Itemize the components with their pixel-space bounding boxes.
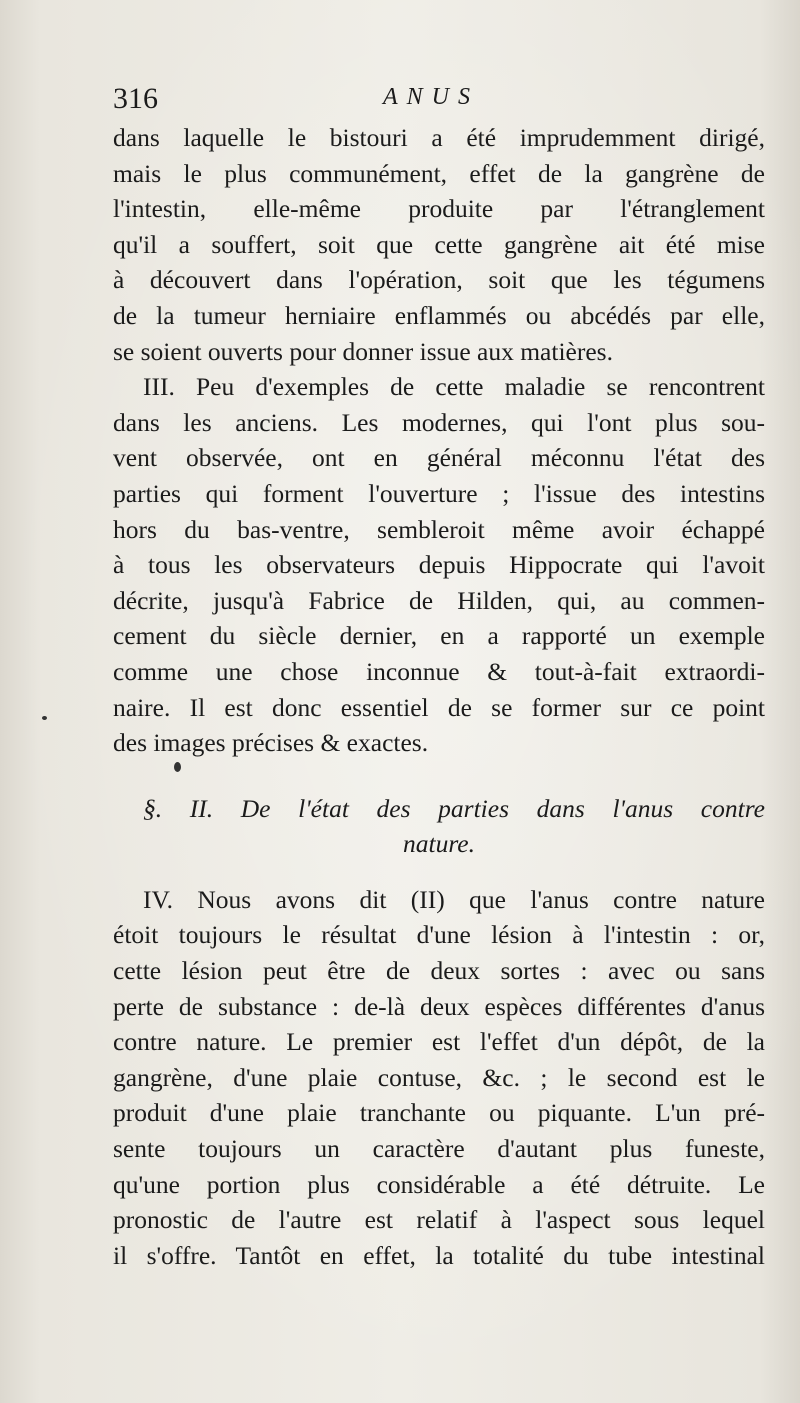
text-line: à tous les observateurs depuis Hippocrate qui l'avoit <box>113 550 765 580</box>
section-title-line: nature. <box>402 829 475 859</box>
running-title: ANUS <box>383 84 479 110</box>
text-line: des images précises & exactes. <box>113 728 429 758</box>
text-line: pronostic de l'autre est relatif à l'aspect sous lequel <box>113 1205 765 1235</box>
text-block <box>113 78 765 1273</box>
text-line: perte de substance : de-là deux espèces différentes d'anus <box>113 991 765 1021</box>
text-line: parties qui forment l'ouverture ; l'issue des intestins <box>113 478 765 508</box>
section-gap <box>113 862 765 882</box>
text-line: l'intestin, elle-même produite par l'étranglement <box>113 194 765 224</box>
page-number: 316 <box>113 82 158 115</box>
text-line: décrite, jusqu'à Fabrice de Hilden, qui, au commen- <box>113 585 765 615</box>
text-line: cette lésion peut être de deux sortes : avec ou sans <box>113 956 765 986</box>
text-line: mais le plus communément, effet de la gangrène de <box>113 158 765 188</box>
text-line: vent observée, ont en général méconnu l'état des <box>113 443 765 473</box>
text-line: naire. Il est donc essentiel de se former sur ce point <box>113 692 765 722</box>
text-line: sente toujours un caractère d'autant plus funeste, <box>113 1134 765 1164</box>
text-line: dans laquelle le bistouri a été imprudemment dirigé, <box>113 123 765 152</box>
text-line: qu'une portion plus considérable a été détruite. Le <box>113 1169 765 1199</box>
running-head <box>113 78 765 120</box>
text-line: étoit toujours le résultat d'une lésion à l'intestin : or, <box>113 920 765 950</box>
text-line: qu'il a souffert, soit que cette gangrène ait été mise <box>113 229 765 259</box>
text-line: contre nature. Le premier est l'effet d'un dépôt, de la <box>113 1027 765 1057</box>
section-title-line: §. II. De l'état des parties dans l'anus contre <box>143 793 765 823</box>
section-heading <box>113 791 765 862</box>
text-line: à découvert dans l'opération, soit que les tégumens <box>113 265 765 295</box>
section-gap <box>113 761 765 791</box>
text-line: cement du siècle dernier, en a rapporté un exemple <box>113 621 765 651</box>
ink-mark <box>42 716 47 720</box>
text-line: se soient ouverts pour donner issue aux matières. <box>113 336 613 366</box>
text-line: de la tumeur herniaire enflammés ou abcédés par elle, <box>113 300 765 330</box>
paragraph-2 <box>113 369 765 761</box>
text-line: gangrène, d'une plaie contuse, &c. ; le second est le <box>113 1062 765 1092</box>
paragraph-3 <box>113 882 765 1274</box>
text-line: il s'offre. Tantôt en effet, la totalité du tube intestinal <box>113 1240 765 1270</box>
text-line: dans les anciens. Les modernes, qui l'ont plus sou- <box>113 407 765 437</box>
text-line: IV. Nous avons dit (II) que l'anus contre nature <box>143 884 765 914</box>
text-line: produit d'une plaie tranchante ou piquante. L'un pré- <box>113 1098 765 1128</box>
text-line: hors du bas-ventre, sembleroit même avoir échappé <box>113 514 765 544</box>
text-line: comme une chose inconnue & tout-à-fait extraordi- <box>113 656 765 686</box>
paragraph-1 <box>113 120 765 369</box>
text-line: III. Peu d'exemples de cette maladie se rencontrent <box>143 372 765 402</box>
